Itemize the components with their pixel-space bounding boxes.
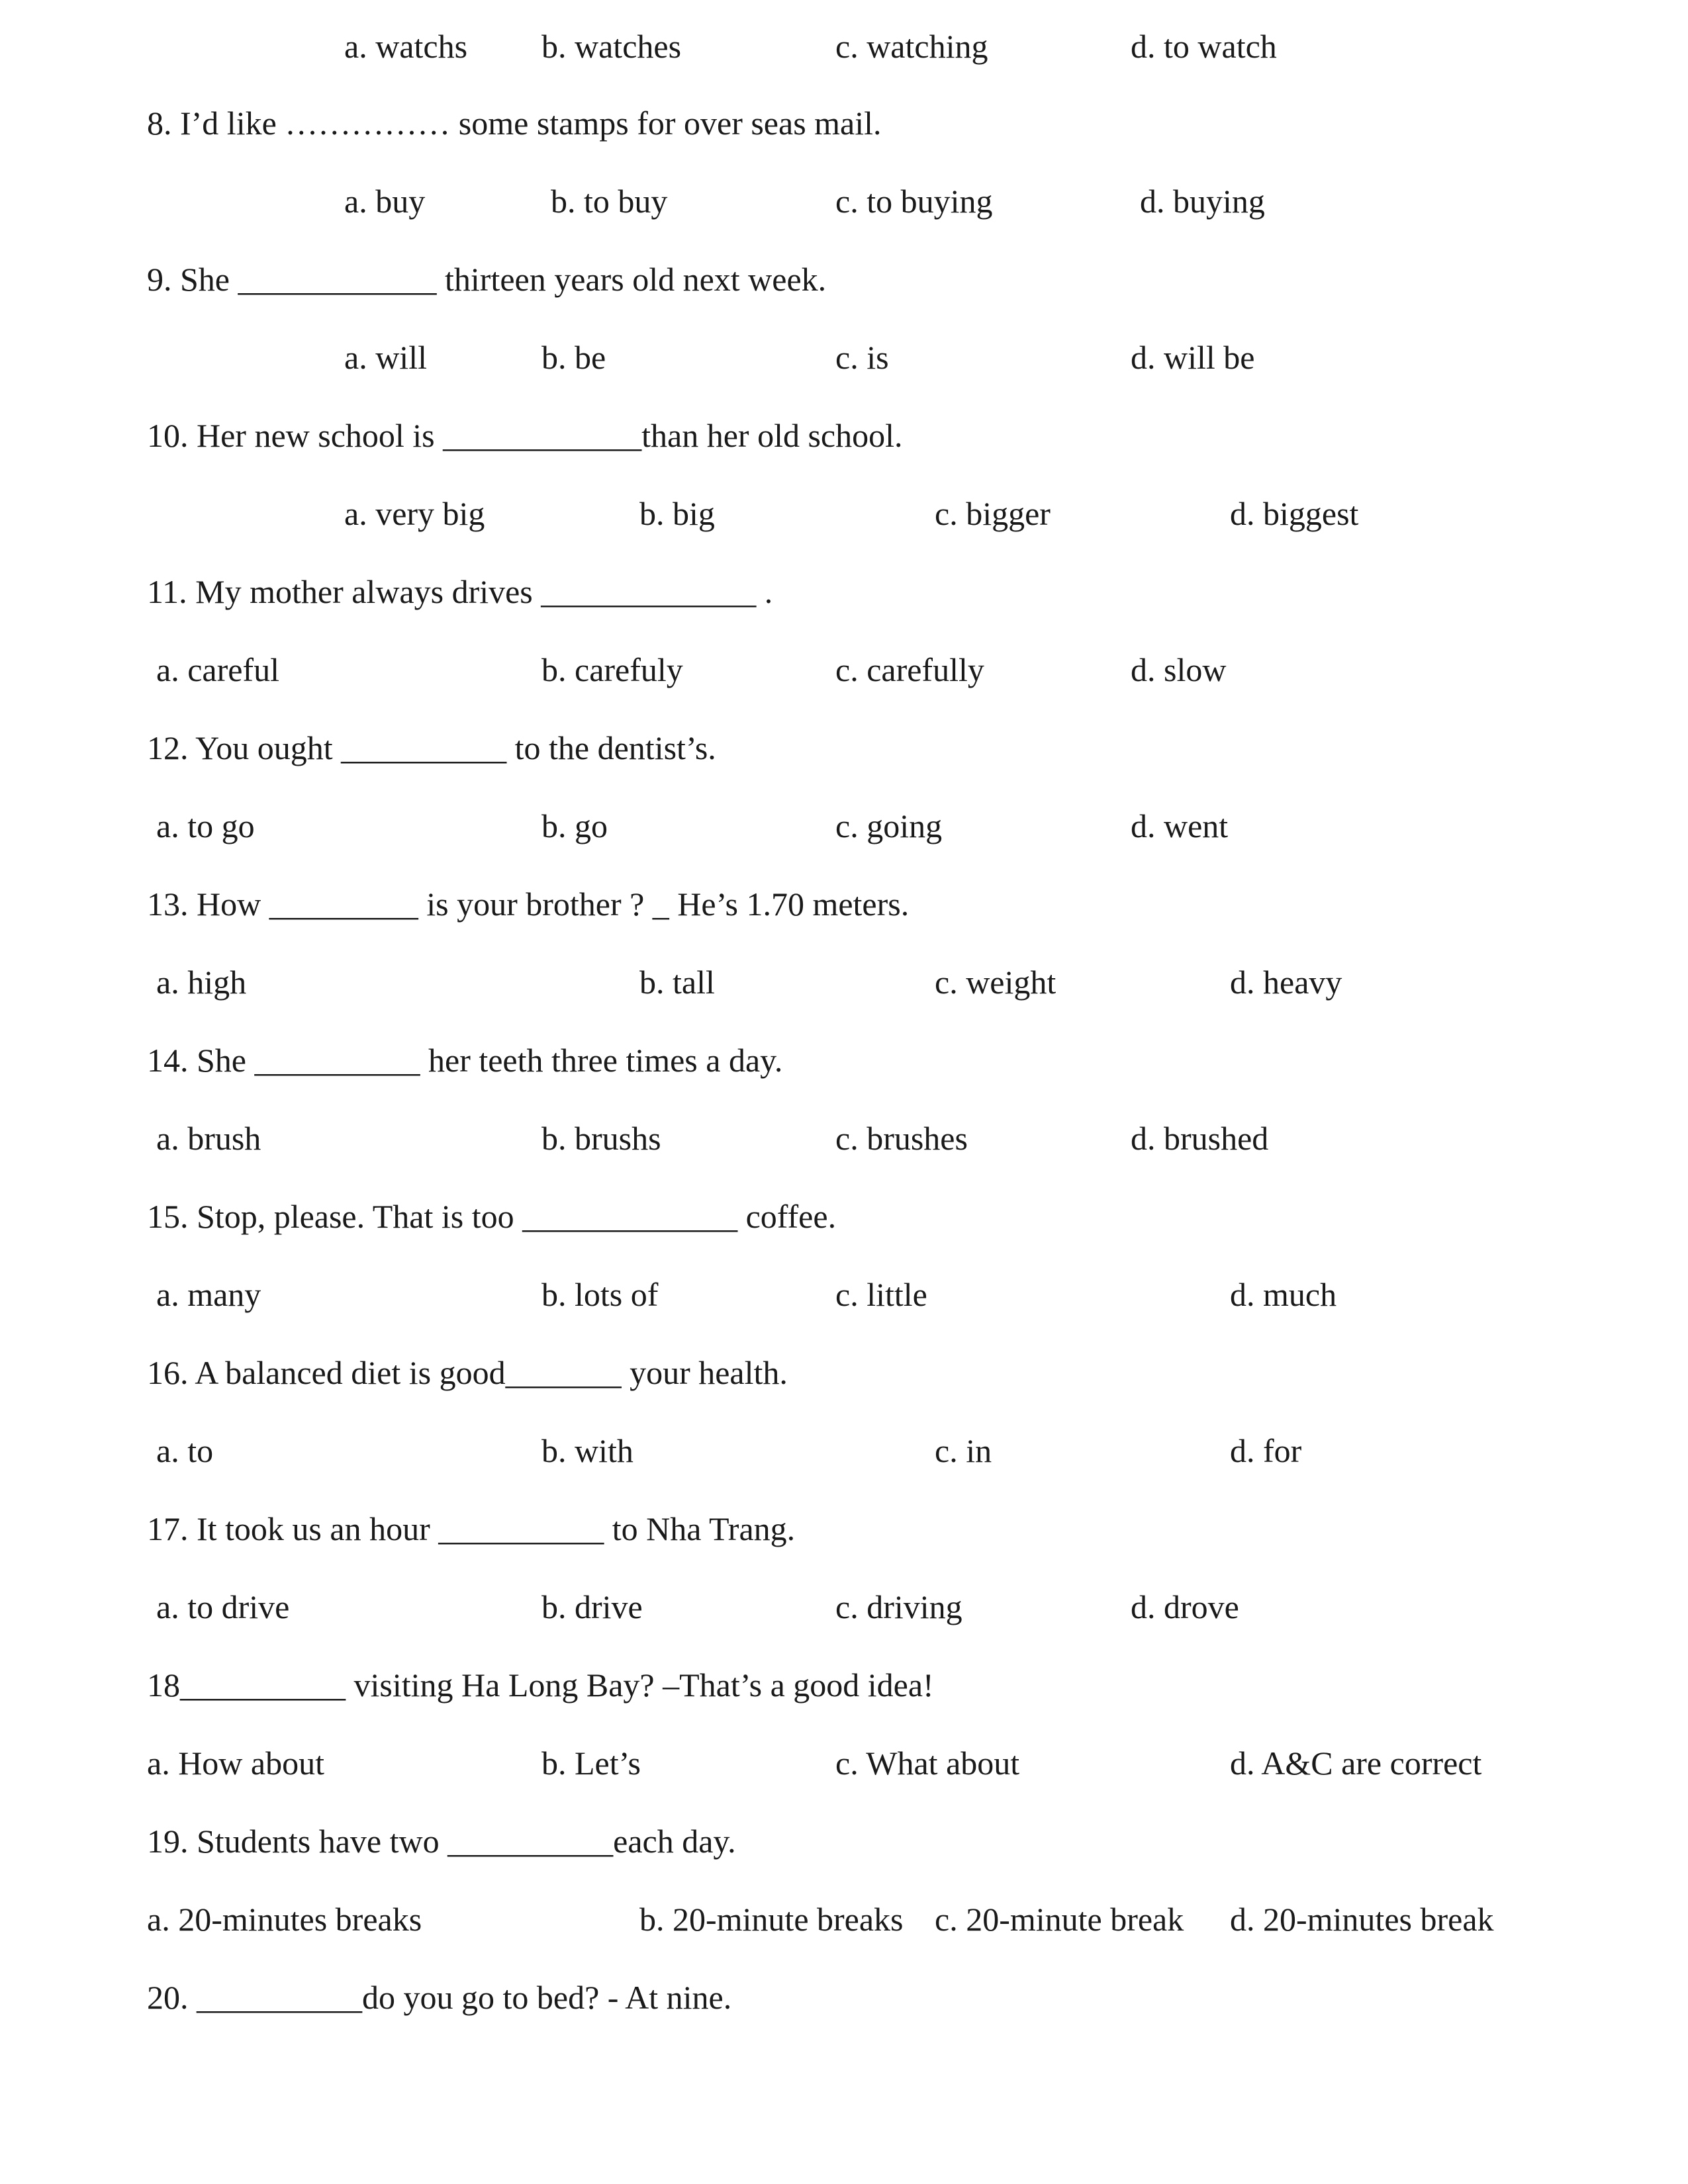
option-c: c. is	[835, 339, 889, 376]
option-c: c. bigger	[935, 495, 1051, 532]
option-c: c. little	[835, 1276, 927, 1313]
option-a: a. many	[156, 1276, 261, 1313]
question-stem: 10. Her new school is ____________than her old school.	[147, 417, 903, 454]
option-b: b. lots of	[541, 1276, 659, 1313]
option-c: c. in	[935, 1432, 992, 1469]
options-row-14	[0, 1112, 1688, 1165]
question-19	[0, 1815, 1688, 1868]
option-d: d. for	[1230, 1432, 1302, 1469]
option-d: d. A&C are correct	[1230, 1745, 1482, 1782]
option-c: c. 20-minute break	[935, 1901, 1184, 1938]
question-18	[0, 1659, 1688, 1711]
question-11	[0, 565, 1688, 618]
option-b: b. carefuly	[541, 651, 683, 688]
options-row-9	[0, 331, 1688, 384]
question-stem: 16. A balanced diet is good_______ your health.	[147, 1354, 788, 1391]
option-a: a. will	[344, 339, 427, 376]
option-d: d. heavy	[1230, 964, 1342, 1001]
option-b: b. big	[639, 495, 715, 532]
option-a: a. to drive	[156, 1588, 290, 1625]
options-row-12	[0, 799, 1688, 852]
option-a: a. to	[156, 1432, 214, 1469]
question-stem: 20. __________do you go to bed? - At nine.	[147, 1979, 732, 2016]
options-row-15	[0, 1268, 1688, 1321]
option-b: b. 20-minute breaks	[639, 1901, 904, 1938]
question-stem: 11. My mother always drives _____________ .	[147, 573, 773, 610]
option-d: d. much	[1230, 1276, 1337, 1313]
option-b: b. go	[541, 807, 608, 844]
options-row-18	[0, 1737, 1688, 1790]
option-c: c. watching	[835, 28, 988, 65]
option-d: d. will be	[1131, 339, 1255, 376]
options-row-11	[0, 643, 1688, 696]
options-row-17	[0, 1580, 1688, 1633]
question-stem: 17. It took us an hour __________ to Nha Trang.	[147, 1510, 796, 1547]
option-d: d. biggest	[1230, 495, 1359, 532]
question-stem: 8. I’d like …………… some stamps for over seas mail.	[147, 105, 882, 142]
question-9	[0, 253, 1688, 306]
option-a: a. How about	[147, 1745, 324, 1782]
question-20	[0, 1971, 1688, 2024]
question-stem: 9. She ____________ thirteen years old next week.	[147, 261, 827, 298]
option-d: d. went	[1131, 807, 1229, 844]
option-d: d. to watch	[1131, 28, 1277, 65]
option-b: b. watches	[541, 28, 682, 65]
option-b: b. with	[541, 1432, 633, 1469]
question-13	[0, 878, 1688, 931]
option-d: d. buying	[1140, 183, 1265, 220]
question-8	[0, 97, 1688, 150]
question-16	[0, 1346, 1688, 1399]
question-stem: 18__________ visiting Ha Long Bay? –That’s a good idea!	[147, 1666, 934, 1704]
option-a: a. high	[156, 964, 247, 1001]
question-10	[0, 409, 1688, 462]
option-c: c. to buying	[835, 183, 993, 220]
option-c: c. driving	[835, 1588, 962, 1625]
options-row-8	[0, 175, 1688, 228]
option-d: d. drove	[1131, 1588, 1239, 1625]
question-stem: 13. How _________ is your brother ? _ He’s 1.70 meters.	[147, 886, 910, 923]
option-b: b. Let’s	[541, 1745, 641, 1782]
options-row-19	[0, 1893, 1688, 1946]
option-d: d. brushed	[1131, 1120, 1269, 1157]
question-stem: 15. Stop, please. That is too _____________ coffee.	[147, 1198, 837, 1235]
options-row-10	[0, 487, 1688, 540]
question-12	[0, 721, 1688, 774]
options-row-16	[0, 1424, 1688, 1477]
option-b: b. tall	[639, 964, 715, 1001]
question-14	[0, 1034, 1688, 1087]
option-b: b. drive	[541, 1588, 643, 1625]
option-d: d. slow	[1131, 651, 1227, 688]
question-stem: 19. Students have two __________each day.	[147, 1823, 736, 1860]
question-stem: 14. She __________ her teeth three times a day.	[147, 1042, 783, 1079]
option-c: c. brushes	[835, 1120, 968, 1157]
option-d: d. 20-minutes break	[1230, 1901, 1494, 1938]
option-b: b. be	[541, 339, 606, 376]
option-c: c. What about	[835, 1745, 1020, 1782]
option-c: c. weight	[935, 964, 1056, 1001]
option-a: a. 20-minutes breaks	[147, 1901, 422, 1938]
options-row-13	[0, 956, 1688, 1009]
option-a: a. brush	[156, 1120, 261, 1157]
option-a: a. careful	[156, 651, 279, 688]
question-15	[0, 1190, 1688, 1243]
option-b: b. to buy	[551, 183, 668, 220]
question-stem: 12. You ought __________ to the dentist’s.	[147, 729, 716, 766]
options-row-7	[0, 20, 1688, 73]
option-b: b. brushs	[541, 1120, 661, 1157]
question-17	[0, 1502, 1688, 1555]
option-a: a. buy	[344, 183, 426, 220]
option-a: a. watchs	[344, 28, 468, 65]
option-c: c. carefully	[835, 651, 984, 688]
option-c: c. going	[835, 807, 943, 844]
option-a: a. to go	[156, 807, 255, 844]
option-a: a. very big	[344, 495, 485, 532]
